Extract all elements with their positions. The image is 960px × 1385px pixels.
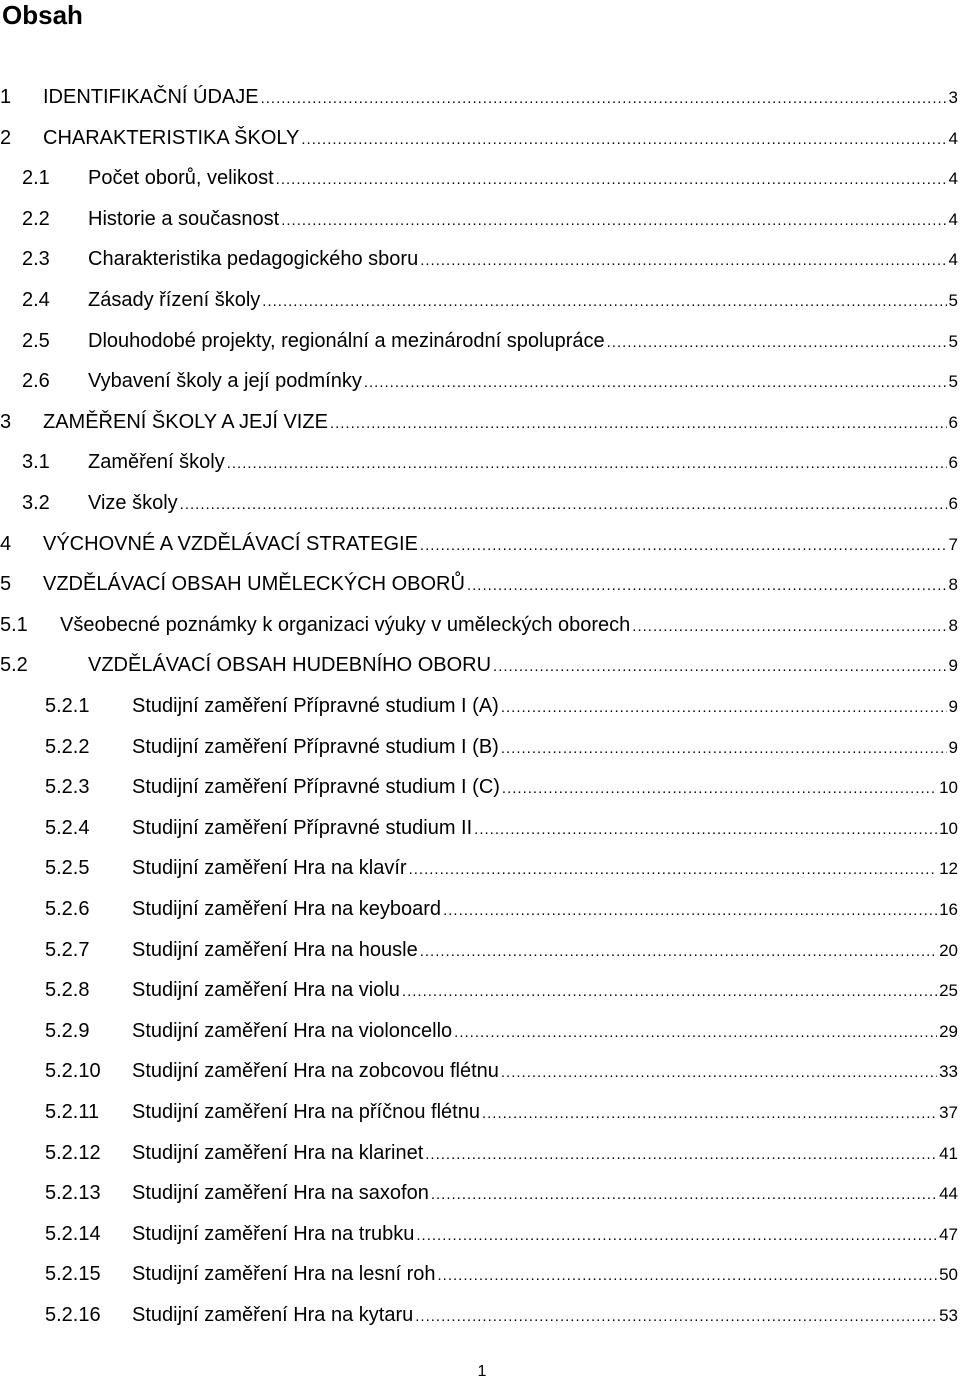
toc-entry[interactable] <box>45 727 958 767</box>
toc-entry-page: 5 <box>948 291 958 310</box>
toc-dot-leader <box>454 1013 937 1053</box>
toc-entry[interactable] <box>22 158 958 198</box>
toc-dot-leader <box>438 1256 938 1296</box>
toc-entry-page: 20 <box>939 940 958 960</box>
toc-entry-title: Studijní zaměření Hra na housle <box>132 938 418 961</box>
toc-entry-number: 2 <box>0 126 12 149</box>
toc-entry-page: 4 <box>948 128 958 148</box>
toc-entry-title: IDENTIFIKAČNÍ ÚDAJE <box>43 86 259 108</box>
toc-entry-number: 5.2.4 <box>45 816 90 839</box>
toc-entry-number: 5.2.9 <box>45 1019 90 1042</box>
toc-entry-page: 4 <box>948 250 958 270</box>
toc-entry-title: Studijní zaměření Hra na violoncello <box>132 1019 453 1042</box>
toc-entry[interactable] <box>45 1295 958 1335</box>
toc-entry-title: VÝCHOVNÉ A VZDĚLÁVACÍ STRATEGIE <box>43 532 418 555</box>
toc-entry-number: 2.2 <box>22 207 50 230</box>
toc-entry-title: Studijní zaměření Přípravné studium I (B) <box>132 735 499 758</box>
toc-entry[interactable] <box>45 686 958 726</box>
toc-entry-page: 41 <box>939 1143 958 1163</box>
toc-entry[interactable] <box>45 930 958 970</box>
toc-entry-title: Studijní zaměření Hra na saxofon <box>132 1182 429 1205</box>
toc-entry-title: VZDĚLÁVACÍ OBSAH UMĚLECKÝCH OBORŮ <box>43 573 465 596</box>
toc-entry-page: 4 <box>948 209 958 229</box>
toc-entry-title: VZDĚLÁVACÍ OBSAH HUDEBNÍHO OBORU <box>88 654 492 677</box>
toc-dot-leader <box>180 485 947 525</box>
toc-entry-number: 5.2.7 <box>45 938 90 961</box>
toc-entry-page: 25 <box>939 981 958 1001</box>
toc-entry-page: 50 <box>939 1265 958 1285</box>
toc-dot-leader <box>431 1175 937 1215</box>
toc-entry-title: Studijní zaměření Přípravné studium II <box>132 816 473 839</box>
toc-entry-number: 2.4 <box>22 289 50 311</box>
toc-entry-page: 33 <box>939 1062 958 1082</box>
toc-dot-leader <box>502 769 937 809</box>
toc-dot-leader <box>467 566 947 606</box>
toc-entry-title: Zaměření školy <box>88 451 225 474</box>
toc-entry[interactable] <box>22 483 958 523</box>
toc-dot-leader <box>443 891 937 931</box>
toc-dot-leader <box>632 607 946 647</box>
toc-entry-title: Studijní zaměření Hra na lesní roh <box>132 1263 436 1286</box>
toc-entry-page: 44 <box>939 1184 958 1204</box>
toc-entry-number: 5.2.11 <box>45 1101 100 1123</box>
toc-dot-leader <box>301 120 946 160</box>
toc-entry[interactable] <box>0 564 958 604</box>
toc-entry[interactable] <box>22 321 958 361</box>
toc-entry[interactable] <box>0 605 958 645</box>
toc-entry[interactable] <box>0 402 958 442</box>
toc-entry-number: 4 <box>0 532 12 555</box>
toc-entry[interactable] <box>45 808 958 848</box>
toc-entry[interactable] <box>22 239 958 279</box>
toc-entry-title: Studijní zaměření Hra na keyboard <box>132 898 442 920</box>
toc-entry-number: 5.2.6 <box>45 898 90 920</box>
toc-entry-number: 5.2.2 <box>45 735 90 758</box>
toc-entry[interactable] <box>22 442 958 482</box>
toc-dot-leader <box>474 810 937 850</box>
toc-entry-number: 5.2.1 <box>45 695 90 717</box>
toc-entry-page: 29 <box>939 1021 958 1041</box>
toc-entry-number: 5.1 <box>0 613 28 636</box>
toc-entry-page: 3 <box>948 88 958 107</box>
toc-dot-leader <box>402 972 937 1012</box>
toc-entry-page: 8 <box>948 575 958 595</box>
toc-entry-title: Studijní zaměření Hra na violu <box>132 979 400 1002</box>
toc-dot-leader <box>420 932 937 972</box>
toc-entry-page: 6 <box>948 412 958 432</box>
toc-entry-page: 9 <box>948 697 958 716</box>
toc-entry[interactable] <box>0 77 958 117</box>
toc-entry[interactable] <box>45 1173 958 1213</box>
toc-entry-number: 3 <box>0 410 12 433</box>
toc-entry[interactable] <box>0 118 958 158</box>
toc-entry-page: 6 <box>948 453 958 473</box>
toc-entry-page: 8 <box>948 615 958 635</box>
toc-entry-number: 2.1 <box>22 167 50 190</box>
toc-entry-title: Dlouhodobé projekty, regionální a mezinárodní spolupráce <box>88 329 605 352</box>
toc-dot-leader <box>501 688 947 728</box>
toc-entry-title: Všeobecné poznámky k organizaci výuky v uměleckých oborech <box>60 613 631 636</box>
toc-entry-title: Vybavení školy a její podmínky <box>88 370 362 393</box>
toc-dot-leader <box>416 1216 937 1256</box>
toc-entry-number: 1 <box>0 86 12 108</box>
toc-entry-page: 5 <box>948 331 958 351</box>
toc-entry-title: Studijní zaměření Hra na zobcovou flétnu <box>132 1060 499 1083</box>
toc-entry-title: ZAMĚŘENÍ ŠKOLY A JEJÍ VIZE <box>43 410 328 433</box>
toc-entry-page: 6 <box>948 494 958 513</box>
toc-dot-leader <box>501 1053 937 1093</box>
toc-entry-number: 5.2.5 <box>45 857 90 880</box>
toc-entry-number: 5.2.14 <box>45 1222 101 1245</box>
toc-heading: Obsah <box>2 0 83 30</box>
toc-entry-title: Studijní zaměření Hra na příčnou flétnu <box>132 1101 480 1123</box>
toc-dot-leader <box>364 363 947 403</box>
toc-dot-leader <box>281 201 946 241</box>
toc-entry[interactable] <box>0 645 958 685</box>
toc-entry[interactable] <box>22 199 958 239</box>
toc-entry-number: 3.2 <box>22 492 50 514</box>
toc-entry[interactable] <box>0 524 958 564</box>
toc-entry-number: 5.2.15 <box>45 1263 101 1286</box>
toc-entry-number: 5.2 <box>0 654 28 677</box>
toc-entry-title: Studijní zaměření Přípravné studium I (C) <box>132 776 500 799</box>
toc-entry-number: 2.6 <box>22 370 50 393</box>
toc-dot-leader <box>262 282 946 322</box>
toc-entry[interactable] <box>45 1214 958 1254</box>
toc-entry-title: Počet oborů, velikost <box>88 167 274 190</box>
toc-entry-title: Vize školy <box>88 492 178 514</box>
toc-entry-title: Historie a současnost <box>88 207 280 230</box>
toc-dot-leader <box>501 729 947 769</box>
toc-entry-page: 7 <box>948 534 958 554</box>
toc-entry-title: Zásady řízení školy <box>88 289 261 311</box>
toc-entry[interactable] <box>45 1051 958 1091</box>
toc-dot-leader <box>330 404 947 444</box>
toc-dot-leader <box>607 323 947 363</box>
toc-entry[interactable] <box>45 1092 958 1132</box>
toc-entry-page: 37 <box>939 1103 958 1122</box>
toc-entry-page: 10 <box>939 818 958 838</box>
toc-entry-page: 10 <box>939 778 958 798</box>
toc-entry-number: 2.5 <box>22 329 50 352</box>
toc-dot-leader <box>227 444 947 484</box>
toc-entry-page: 4 <box>948 169 958 189</box>
toc-entry[interactable] <box>45 1254 958 1294</box>
toc-entry-title: Studijní zaměření Hra na trubku <box>132 1222 415 1245</box>
toc-entry[interactable] <box>45 767 958 807</box>
toc-entry-page: 12 <box>939 859 958 879</box>
toc-dot-leader <box>420 241 946 281</box>
toc-entry-number: 5.2.10 <box>45 1060 101 1083</box>
toc-dot-leader <box>482 1094 937 1134</box>
toc-entry-title: Studijní zaměření Hra na klarinet <box>132 1141 424 1164</box>
toc-entry-number: 5.2.3 <box>45 776 90 799</box>
toc-entry[interactable] <box>22 280 958 320</box>
toc-entry-number: 5.2.8 <box>45 979 90 1002</box>
toc-entry[interactable] <box>45 848 958 888</box>
toc-dot-leader <box>415 1297 937 1337</box>
toc-dot-leader <box>261 79 947 119</box>
toc-dot-leader <box>425 1135 937 1175</box>
toc-entry-title: Studijní zaměření Hra na klavír <box>132 857 407 880</box>
toc-entry[interactable] <box>45 1133 958 1173</box>
toc-entry-page: 5 <box>948 372 958 392</box>
toc-entry-number: 5.2.16 <box>45 1304 101 1326</box>
toc-entry-title: CHARAKTERISTIKA ŠKOLY <box>43 126 300 149</box>
toc-entry-number: 5.2.13 <box>45 1182 101 1205</box>
toc-entry-number: 5 <box>0 573 12 596</box>
toc-entry-number: 3.1 <box>22 451 50 474</box>
toc-entry[interactable] <box>45 1011 958 1051</box>
toc-entry-number: 5.2.12 <box>45 1141 101 1164</box>
toc-entry[interactable] <box>45 889 958 929</box>
toc-entry-page: 47 <box>939 1224 958 1244</box>
toc-dot-leader <box>409 850 938 890</box>
toc-entry-title: Studijní zaměření Hra na kytaru <box>132 1304 414 1326</box>
toc-entry[interactable] <box>45 970 958 1010</box>
toc-entry-page: 53 <box>939 1306 958 1325</box>
toc-dot-leader <box>420 526 947 566</box>
toc-entry-title: Charakteristika pedagogického sboru <box>88 248 419 271</box>
toc-dot-leader <box>276 160 947 200</box>
toc-entry-number: 2.3 <box>22 248 50 271</box>
toc-entry-page: 16 <box>939 900 958 919</box>
toc-entry-page: 9 <box>948 737 958 757</box>
page-number: 1 <box>477 1363 487 1380</box>
toc-entry-title: Studijní zaměření Přípravné studium I (A) <box>132 695 499 717</box>
toc-entry-page: 9 <box>948 656 958 676</box>
toc-dot-leader <box>493 647 946 687</box>
toc-entry[interactable] <box>22 361 958 401</box>
